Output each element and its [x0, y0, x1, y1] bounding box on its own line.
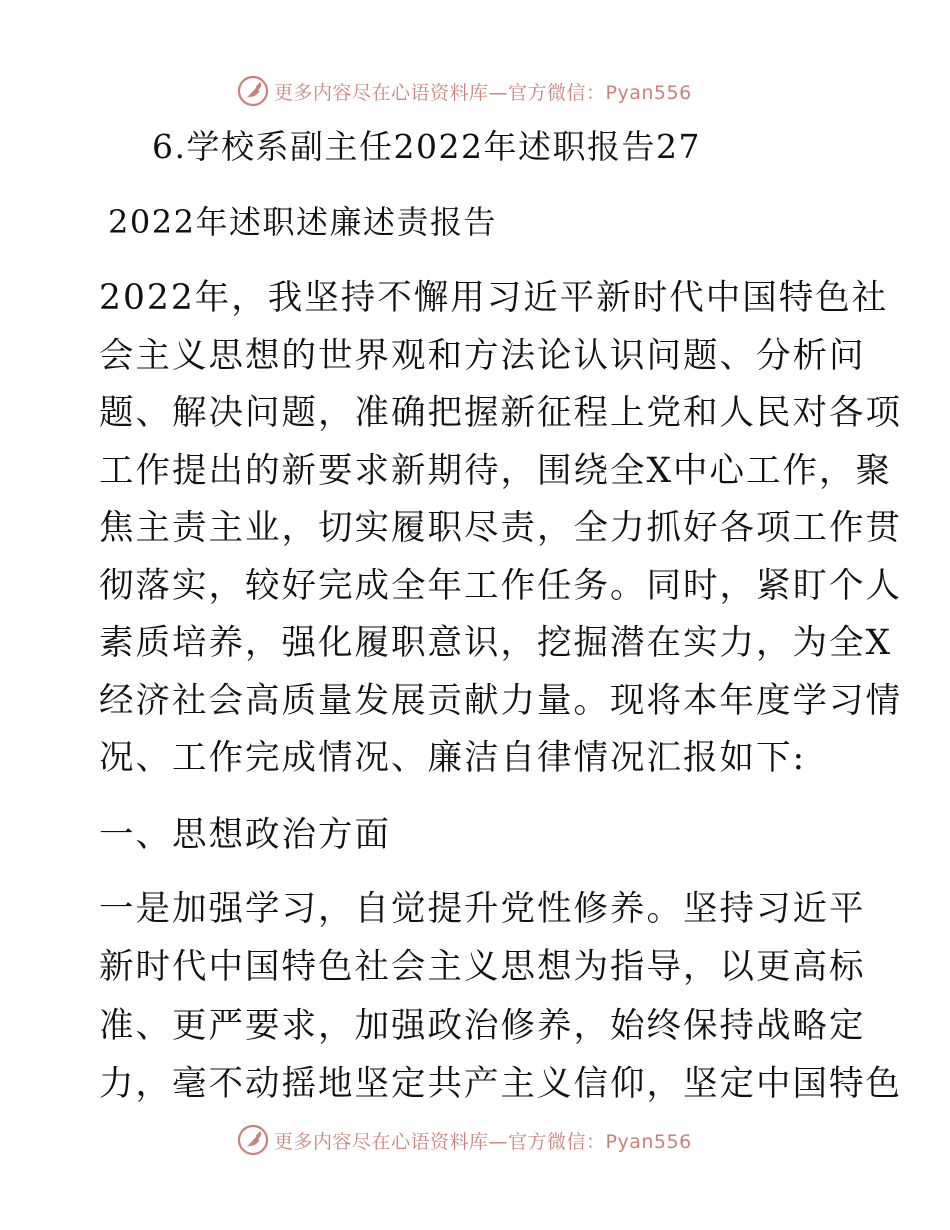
body-line: 2022年，我坚持不懈用习近平新时代中国特色社 [99, 278, 889, 318]
watermark-text: 更多内容尽在心语资料库—官方微信：Pyan556 [274, 81, 692, 104]
body-line: 焦主责主业，切实履职尽责，全力抓好各项工作贯 [99, 508, 902, 548]
body-line: 彻落实，较好完成全年工作任务。同时，紧盯个人 [99, 566, 902, 606]
watermark-footer [236, 1122, 692, 1158]
body-line: 况、工作完成情况、廉洁自律情况汇报如下: [99, 738, 807, 778]
body-line: 题、解决问题，准确把握新征程上党和人民对各项 [99, 393, 902, 433]
body-line: 工作提出的新要求新期待，围绕全X中心工作，聚 [99, 451, 893, 491]
body-line: 一是加强学习，自觉提升党性修养。坚持习近平 [99, 889, 866, 929]
watermark-header [236, 73, 692, 109]
watermark-text: 更多内容尽在心语资料库—官方微信：Pyan556 [274, 1130, 692, 1153]
feather-pen-logo-icon [236, 74, 270, 108]
body-line: 新时代中国特色社会主义思想为指导，以更高标 [99, 947, 866, 987]
body-line: 素质培养，强化履职意识，挖掘潜在实力，为全X [99, 623, 893, 663]
document-subtitle: 2022年述职述廉述责报告 [108, 203, 497, 241]
body-line: 力，毫不动摇地坚定共产主义信仰，坚定中国特色 [99, 1064, 902, 1104]
body-line: 经济社会高质量发展贡献力量。现将本年度学习情 [99, 681, 902, 721]
body-line: 准、更严要求，加强政治修养，始终保持战略定 [99, 1006, 866, 1046]
body-line: 会主义思想的世界观和方法论认识问题、分析问 [99, 336, 866, 376]
section-heading: 一、思想政治方面 [99, 815, 391, 855]
document-title: 6.学校系副主任2022年述职报告27 [152, 127, 701, 166]
feather-pen-logo-icon [236, 1123, 270, 1157]
